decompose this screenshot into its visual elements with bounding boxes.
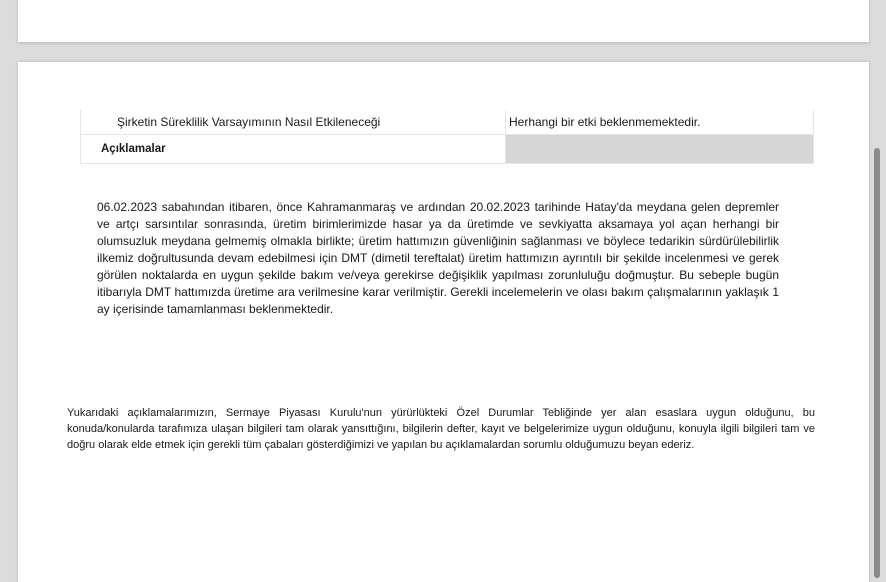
explanations-header: Açıklamalar xyxy=(101,143,166,155)
vertical-scrollbar[interactable] xyxy=(874,148,880,578)
explanations-header-fill xyxy=(505,135,813,163)
row-value: Herhangi bir etki beklenmemektedir. xyxy=(505,110,813,134)
row-label: Şirketin Süreklilik Varsayımının Nasıl Etkileneceği xyxy=(117,115,381,129)
document-page xyxy=(18,62,869,582)
previous-page-sheet xyxy=(18,0,869,42)
disclosure-table xyxy=(80,110,814,164)
explanation-paragraph: 06.02.2023 sabahından itibaren, önce Kahramanmaraş ve ardından 20.02.2023 tarihinde Hatay'da meydana gelen depremler ve artçı sarsıntılar sonrasında, üretim birimlerimizde hasar ya da üretimde ve sevkiyatta aksamaya yol açan herhangi bir olumsuzluk meydana gelmemiş olmakla birlikte; üretim hattımızın güvenliğinin sağlanması ve böylece tedarikin sürdürülebilirlik ilkemiz doğrultusunda devam edebilmesi için DMT (dimetil tereftalat) üretim hattımızın ayrıntılı bir şekilde incelenmesi ve gerek görülen noktalarda en uygun şekilde bakım ve/veya gerekirse değişiklik yapılması zorunluluğu doğmuştur. Bu sebeple bugün itibarıyla DMT hattımızda üretime ara verilmesine karar verilmiştir. Gerekli incelemelerin ve olası bakım çalışmalarının yaklaşık 1 ay içerisinde tamamlanması beklenmektedir. xyxy=(97,200,779,316)
disclaimer-paragraph: Yukarıdaki açıklamalarımızın, Sermaye Piyasası Kurulu'nun yürürlükteki Özel Durumlar Tebliğinde yer alan esaslara uygun olduğunu, bu konuda/konularda tarafımıza ulaşan bilgileri tam olarak yansıttığını, bilgilerin defter, kayıt ve belgelerimize uygun olduğunu, konuyla ilgili bilgileri tam ve doğru olarak elde etmek için gerekli tüm çabaları gösterdiğimizi ve yapılan bu açıklamalardan sorumlu olduğumuzu beyan ederiz. xyxy=(67,407,815,451)
table-row xyxy=(81,110,813,134)
explanations-header-row xyxy=(81,134,813,163)
